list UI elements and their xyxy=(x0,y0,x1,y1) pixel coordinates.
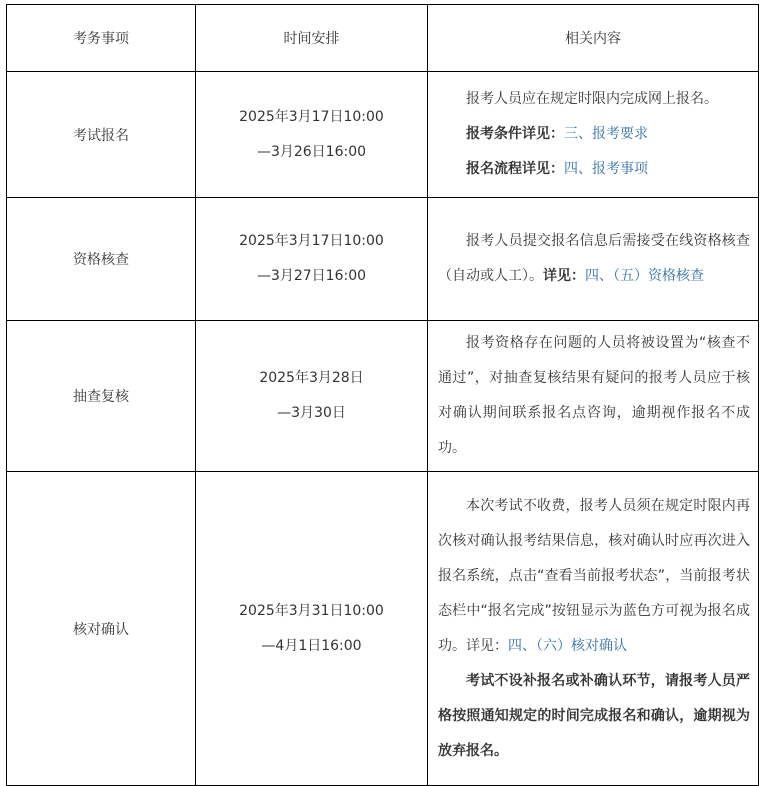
row-content xyxy=(428,472,759,786)
row-item: 抽查复核 xyxy=(7,321,196,472)
time-start: 2025年3月17日10:00 xyxy=(239,233,384,249)
content-text xyxy=(438,224,750,294)
table-row xyxy=(7,321,759,472)
content-text: 报考资格存在问题的人员将被设置为“核查不通过”，对抽查复核结果有疑问的报考人员应于核对确认期间联系报名点咨询，逾期视作报名不成功。 xyxy=(438,335,750,456)
process-label: 报名流程详见： xyxy=(466,161,564,177)
row-time xyxy=(196,321,428,472)
row-content xyxy=(428,72,759,198)
row-item: 核对确认 xyxy=(7,472,196,786)
time-start: 2025年3月31日10:00 xyxy=(239,602,384,619)
important-note: 考试不设补报名或补确认环节，请报考人员严格按照通知规定的时间完成报名和确认，逾期视为放弃报名。 xyxy=(438,672,750,759)
exam-schedule-table xyxy=(6,4,759,786)
row-item: 考试报名 xyxy=(7,72,196,198)
time-end: —3月26日16:00 xyxy=(256,143,367,160)
table-row xyxy=(7,472,759,786)
row-time xyxy=(196,472,428,786)
row-time xyxy=(196,198,428,321)
content-text: 报考人员应在规定时限内完成网上报名。 xyxy=(466,91,718,107)
process-link[interactable]: 四、报考事项 xyxy=(564,161,648,177)
table-row xyxy=(7,72,759,198)
see-label: 详见： xyxy=(543,268,585,284)
content-line xyxy=(438,152,750,187)
content-text xyxy=(438,489,750,664)
row-content xyxy=(428,198,759,321)
confirm-check-link[interactable]: 四、（六）核对确认 xyxy=(508,637,627,654)
row-content xyxy=(428,321,759,472)
header-item: 考务事项 xyxy=(7,5,196,72)
content-line xyxy=(438,117,750,152)
row-item: 资格核查 xyxy=(7,198,196,321)
time-start: 2025年3月28日 xyxy=(259,370,364,386)
row-time xyxy=(196,72,428,198)
header-row xyxy=(7,5,759,72)
header-time: 时间安排 xyxy=(196,5,428,72)
time-start: 2025年3月17日10:00 xyxy=(239,108,384,125)
time-end: —4月1日16:00 xyxy=(261,637,362,654)
header-content: 相关内容 xyxy=(428,5,759,72)
table-row xyxy=(7,198,759,321)
qualification-check-link[interactable]: 四、（五）资格核查 xyxy=(585,268,704,284)
requirements-label: 报考条件详见： xyxy=(466,126,564,142)
requirements-link[interactable]: 三、报考要求 xyxy=(564,126,648,142)
time-end: —3月27日16:00 xyxy=(256,268,367,284)
content-body: 报考人员提交报名信息后需接受在线资格核查（自动或人工）。 xyxy=(438,233,750,284)
content-body: 本次考试不收费，报考人员须在规定时限内再次核对确认报考结果信息，核对确认时应再次进入报名系统，点击“查看当前报考状态”，当前报考状态栏中“报名完成”按钮显示为蓝色方可视为报名成功。详见： xyxy=(438,497,750,654)
time-end: —3月30日 xyxy=(277,405,346,421)
